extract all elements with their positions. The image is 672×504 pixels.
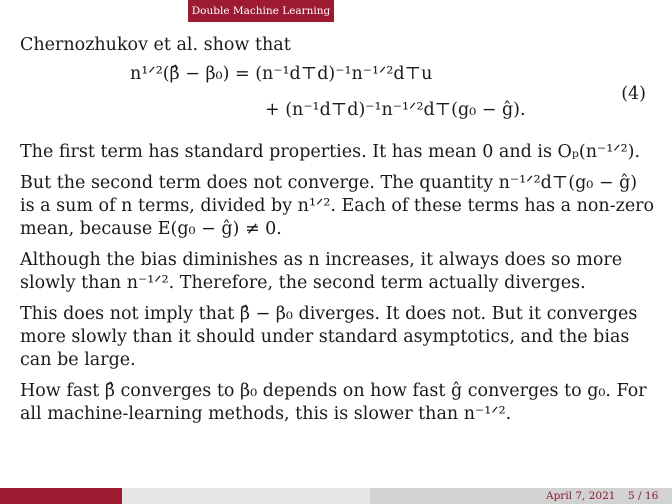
header-bar [0,0,672,22]
header-left-section [0,0,188,22]
paragraph-bias: Although the bias diminishes as n increases, it always does so more slowly than n⁻¹ᐟ². Therefore, the second term actually diverges. [20,250,623,293]
paragraph-speed: How fast β̂ converges to β₀ depends on how fast ĝ converges to g₀. For all machine-learning methods, this is slower than n⁻¹ᐟ². [20,381,647,424]
slide-header-title: Double Machine Learning [188,0,334,22]
paragraph-second-term: But the second term does not converge. The quantity n⁻¹ᐟ²d⊤(g₀ − ĝ) is a sum of n terms, divided by n¹ᐟ². Each of these terms has a non-zero mean, because E(g₀ − ĝ) ≠ 0. [20,173,655,239]
footer-gray-section [370,488,672,504]
equation-line-2: + (n⁻¹d⊤d)⁻¹n⁻¹ᐟ²d⊤(g₀ − ĝ). [265,100,526,120]
footer-bar [0,488,672,504]
footer-date: April 7, 2021 [546,490,616,502]
intro-text: Chernozhukov et al. show that [20,35,291,55]
footer-page-number: 5 / 16 [628,490,659,502]
footer-red-section [0,488,122,504]
paragraph-first-term: The first term has standard properties. It has mean 0 and is Oₚ(n⁻¹ᐟ²). [20,142,641,162]
header-right-section [334,0,672,22]
paragraph-convergence: This does not imply that β̂ − β₀ diverges. It does not. But it converges more slowly than it should under standard asymptotics, and the bias can be large. [20,304,638,370]
footer-light-section [122,488,370,504]
equation-number: (4) [621,84,646,104]
equation-4 [20,63,656,135]
slide-body [20,34,656,426]
equation-line-1: n¹ᐟ²(β̂ − β₀) = (n⁻¹d⊤d)⁻¹n⁻¹ᐟ²d⊤u [130,64,433,84]
